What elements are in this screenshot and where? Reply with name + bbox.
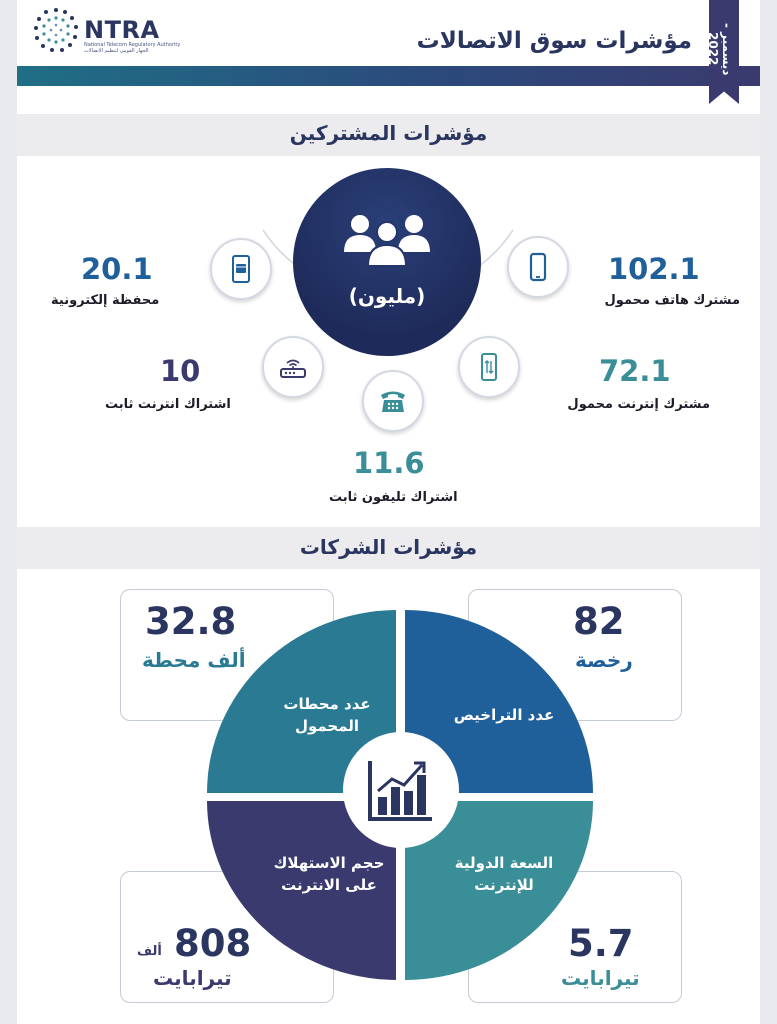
internet-consumption-title-line-2: على الانترنت — [281, 876, 377, 894]
router-icon — [278, 352, 308, 382]
infographic-page — [17, 0, 760, 1024]
bar-chart-growth-icon — [366, 757, 436, 823]
internet-consumption-title-line-1: حجم الاستهلاك — [273, 854, 385, 872]
mobile-phone-value: 102.1 — [608, 252, 700, 286]
logo-subtitle-en: National Telecom Regulatory Authority — [84, 42, 181, 48]
ntra-logo — [32, 6, 182, 56]
ntra-logo-icon — [32, 6, 80, 54]
intl-capacity-unit: تيرابايت — [561, 966, 640, 990]
center-chart-circle — [343, 732, 459, 848]
fixed-internet-value: 10 — [160, 354, 201, 388]
intl-capacity-title-line-1: السعة الدولية — [454, 854, 554, 872]
mobile-internet-icon-circle — [458, 336, 520, 398]
licenses-unit: رخصة — [575, 648, 633, 672]
mobile-phone-icon-circle — [507, 236, 569, 298]
mobile-data-icon — [474, 352, 504, 382]
mobile-stations-title — [237, 693, 417, 737]
wallet-icon — [226, 254, 256, 284]
mobile-phone-label: مشترك هاتف محمول — [604, 293, 740, 308]
mobile-phone-icon — [523, 252, 553, 282]
logo-subtitle-ar: الجهاز القومي لتنظيم الاتصالات — [84, 48, 149, 54]
e-wallet-value: 20.1 — [81, 252, 153, 286]
mobile-internet-value: 72.1 — [599, 354, 671, 388]
internet-consumption-unit-prefix: ألف — [137, 944, 162, 959]
fixed-internet-label: اشتراك انترنت ثابت — [105, 397, 231, 412]
page-title: مؤشرات سوق الاتصالات — [416, 28, 692, 54]
fixed-phone-label: اشتراك تليفون ثابت — [329, 490, 458, 505]
licenses-title — [414, 704, 594, 726]
internet-consumption-title — [239, 852, 419, 896]
telephone-icon — [378, 386, 408, 416]
mobile-stations-value: 32.8 — [145, 600, 237, 643]
logo-name: NTRA — [84, 16, 160, 44]
e-wallet-label: محفظة إلكترونية — [51, 293, 160, 308]
people-group-icon — [342, 210, 432, 270]
mobile-internet-label: مشترك إنترنت محمول — [567, 397, 710, 412]
fixed-phone-value: 11.6 — [353, 446, 425, 480]
intl-capacity-title-line-2: للإنترنت — [474, 876, 534, 894]
intl-capacity-value: 5.7 — [568, 922, 634, 965]
fixed-phone-icon-circle — [362, 370, 424, 432]
internet-consumption-unit: تيرابايت — [153, 966, 232, 990]
e-wallet-icon-circle — [210, 238, 272, 300]
companies-section-title: مؤشرات الشركات — [299, 535, 478, 559]
center-people-circle — [293, 168, 481, 356]
header-bar — [17, 66, 760, 86]
mobile-stations-unit: ألف محطة — [142, 648, 246, 672]
licenses-title-line-1: عدد التراخيص — [453, 706, 555, 724]
mobile-stations-title-line-2: المحمول — [294, 717, 360, 735]
date-label: ديسمبر - 2022 — [706, 22, 734, 76]
mobile-stations-title-line-1: عدد محطات — [283, 695, 371, 713]
center-unit-label: (مليون) — [348, 284, 426, 308]
subscribers-section-title: مؤشرات المشتركين — [289, 121, 488, 145]
fixed-internet-icon-circle — [262, 336, 324, 398]
internet-consumption-value: 808 — [174, 922, 252, 965]
licenses-value: 82 — [573, 600, 625, 643]
intl-capacity-title — [414, 852, 594, 896]
